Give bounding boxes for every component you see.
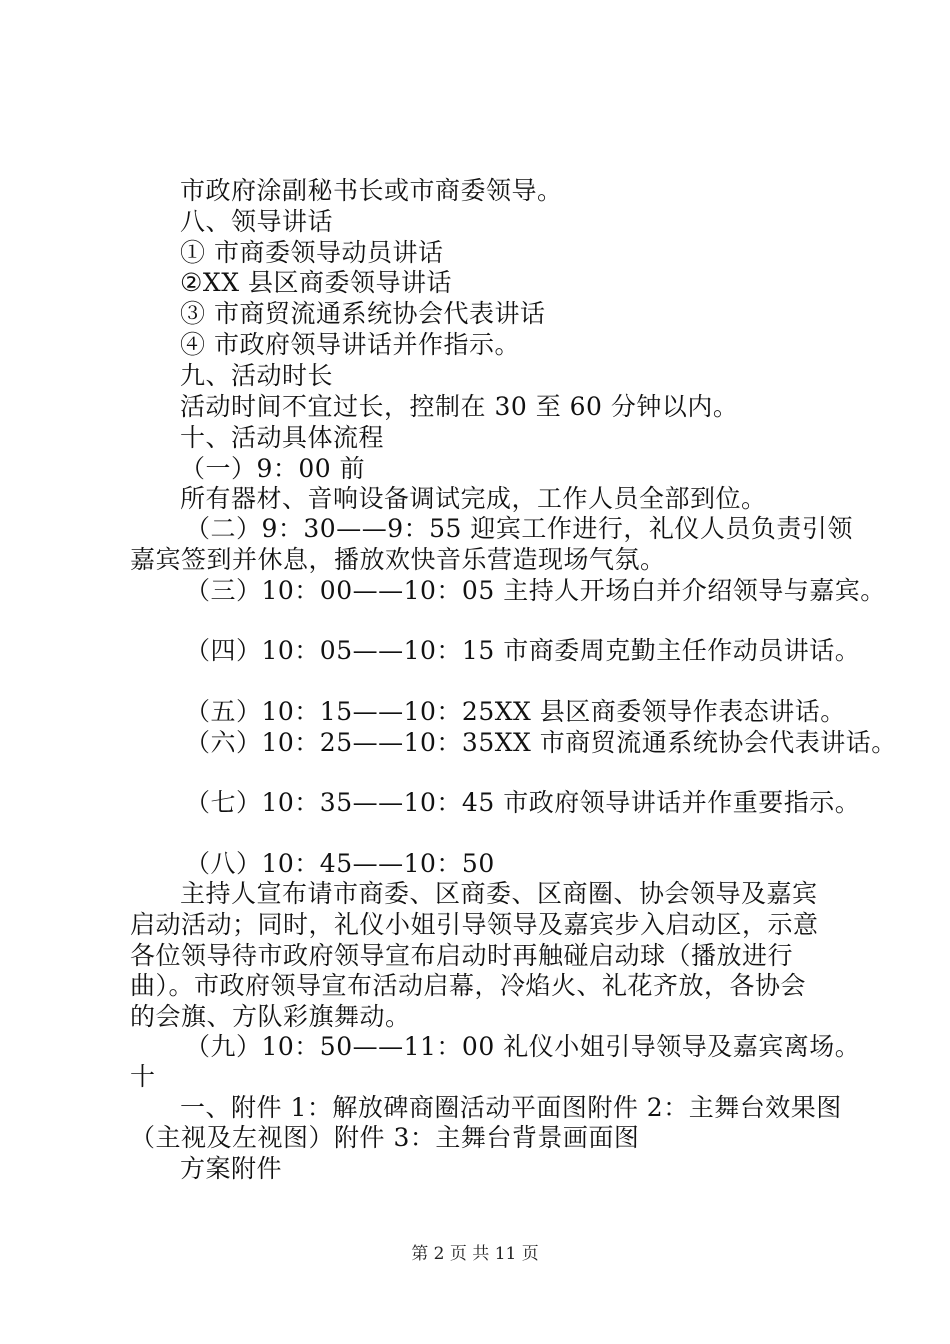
list-item: ① 市商委领导动员讲话 <box>180 238 444 267</box>
list-item: ④ 市政府领导讲话并作指示。 <box>180 330 520 359</box>
list-item: ②XX 县区商委领导讲话 <box>180 268 452 297</box>
paragraph-line: 十 <box>130 1062 156 1091</box>
schedule-item: （九）10：50——11：00 礼仪小姐引导领导及嘉宾离场。 <box>185 1032 861 1061</box>
section-heading-8: 八、领导讲话 <box>180 207 334 236</box>
schedule-item: （五）10：15——10：25XX 县区商委领导作表态讲话。 <box>185 697 846 726</box>
section-heading-9: 九、活动时长 <box>180 361 334 390</box>
schedule-item: （二）9：30——9：55 迎宾工作进行，礼仪人员负责引领 <box>185 514 853 543</box>
paragraph-line: 启动活动；同时，礼仪小姐引导领导及嘉宾步入启动区，示意 <box>130 910 819 939</box>
paragraph-line: 嘉宾签到并休息，播放欢快音乐营造现场气氛。 <box>130 545 666 574</box>
schedule-item: （六）10：25——10：35XX 市商贸流通系统协会代表讲话。 <box>185 728 897 757</box>
page-number-footer: 第 2 页 共 11 页 <box>411 1244 539 1264</box>
paragraph-line: 市政府涂副秘书长或市商委领导。 <box>180 176 563 205</box>
schedule-item: （七）10：35——10：45 市政府领导讲话并作重要指示。 <box>185 788 861 817</box>
paragraph-line: （主视及左视图）附件 3：主舞台背景画面图 <box>130 1123 640 1152</box>
paragraph-line: 所有器材、音响设备调试完成，工作人员全部到位。 <box>180 484 767 513</box>
paragraph-line: 活动时间不宜过长，控制在 30 至 60 分钟以内。 <box>180 392 739 421</box>
schedule-item: （一）9：00 前 <box>180 454 366 483</box>
paragraph-line: 的会旗、方队彩旗舞动。 <box>130 1002 411 1031</box>
schedule-item: （四）10：05——10：15 市商委周克勤主任作动员讲话。 <box>185 636 861 665</box>
list-item: ③ 市商贸流通系统协会代表讲话 <box>180 299 546 328</box>
schedule-item: （三）10：00——10：05 主持人开场白并介绍领导与嘉宾。 <box>185 576 886 605</box>
paragraph-line: 方案附件 <box>180 1154 283 1183</box>
schedule-item: （八）10：45——10：50 <box>185 849 495 878</box>
paragraph-line: 各位领导待市政府领导宣布启动时再触碰启动球（播放进行 <box>130 941 794 970</box>
paragraph-line: 一、附件 1：解放碑商圈活动平面图附件 2：主舞台效果图 <box>180 1093 842 1122</box>
section-heading-10: 十、活动具体流程 <box>180 423 385 452</box>
paragraph-line: 主持人宣布请市商委、区商委、区商圈、协会领导及嘉宾 <box>180 879 818 908</box>
paragraph-line: 曲）。市政府领导宣布活动启幕，冷焰火、礼花齐放，各协会 <box>130 971 807 1000</box>
